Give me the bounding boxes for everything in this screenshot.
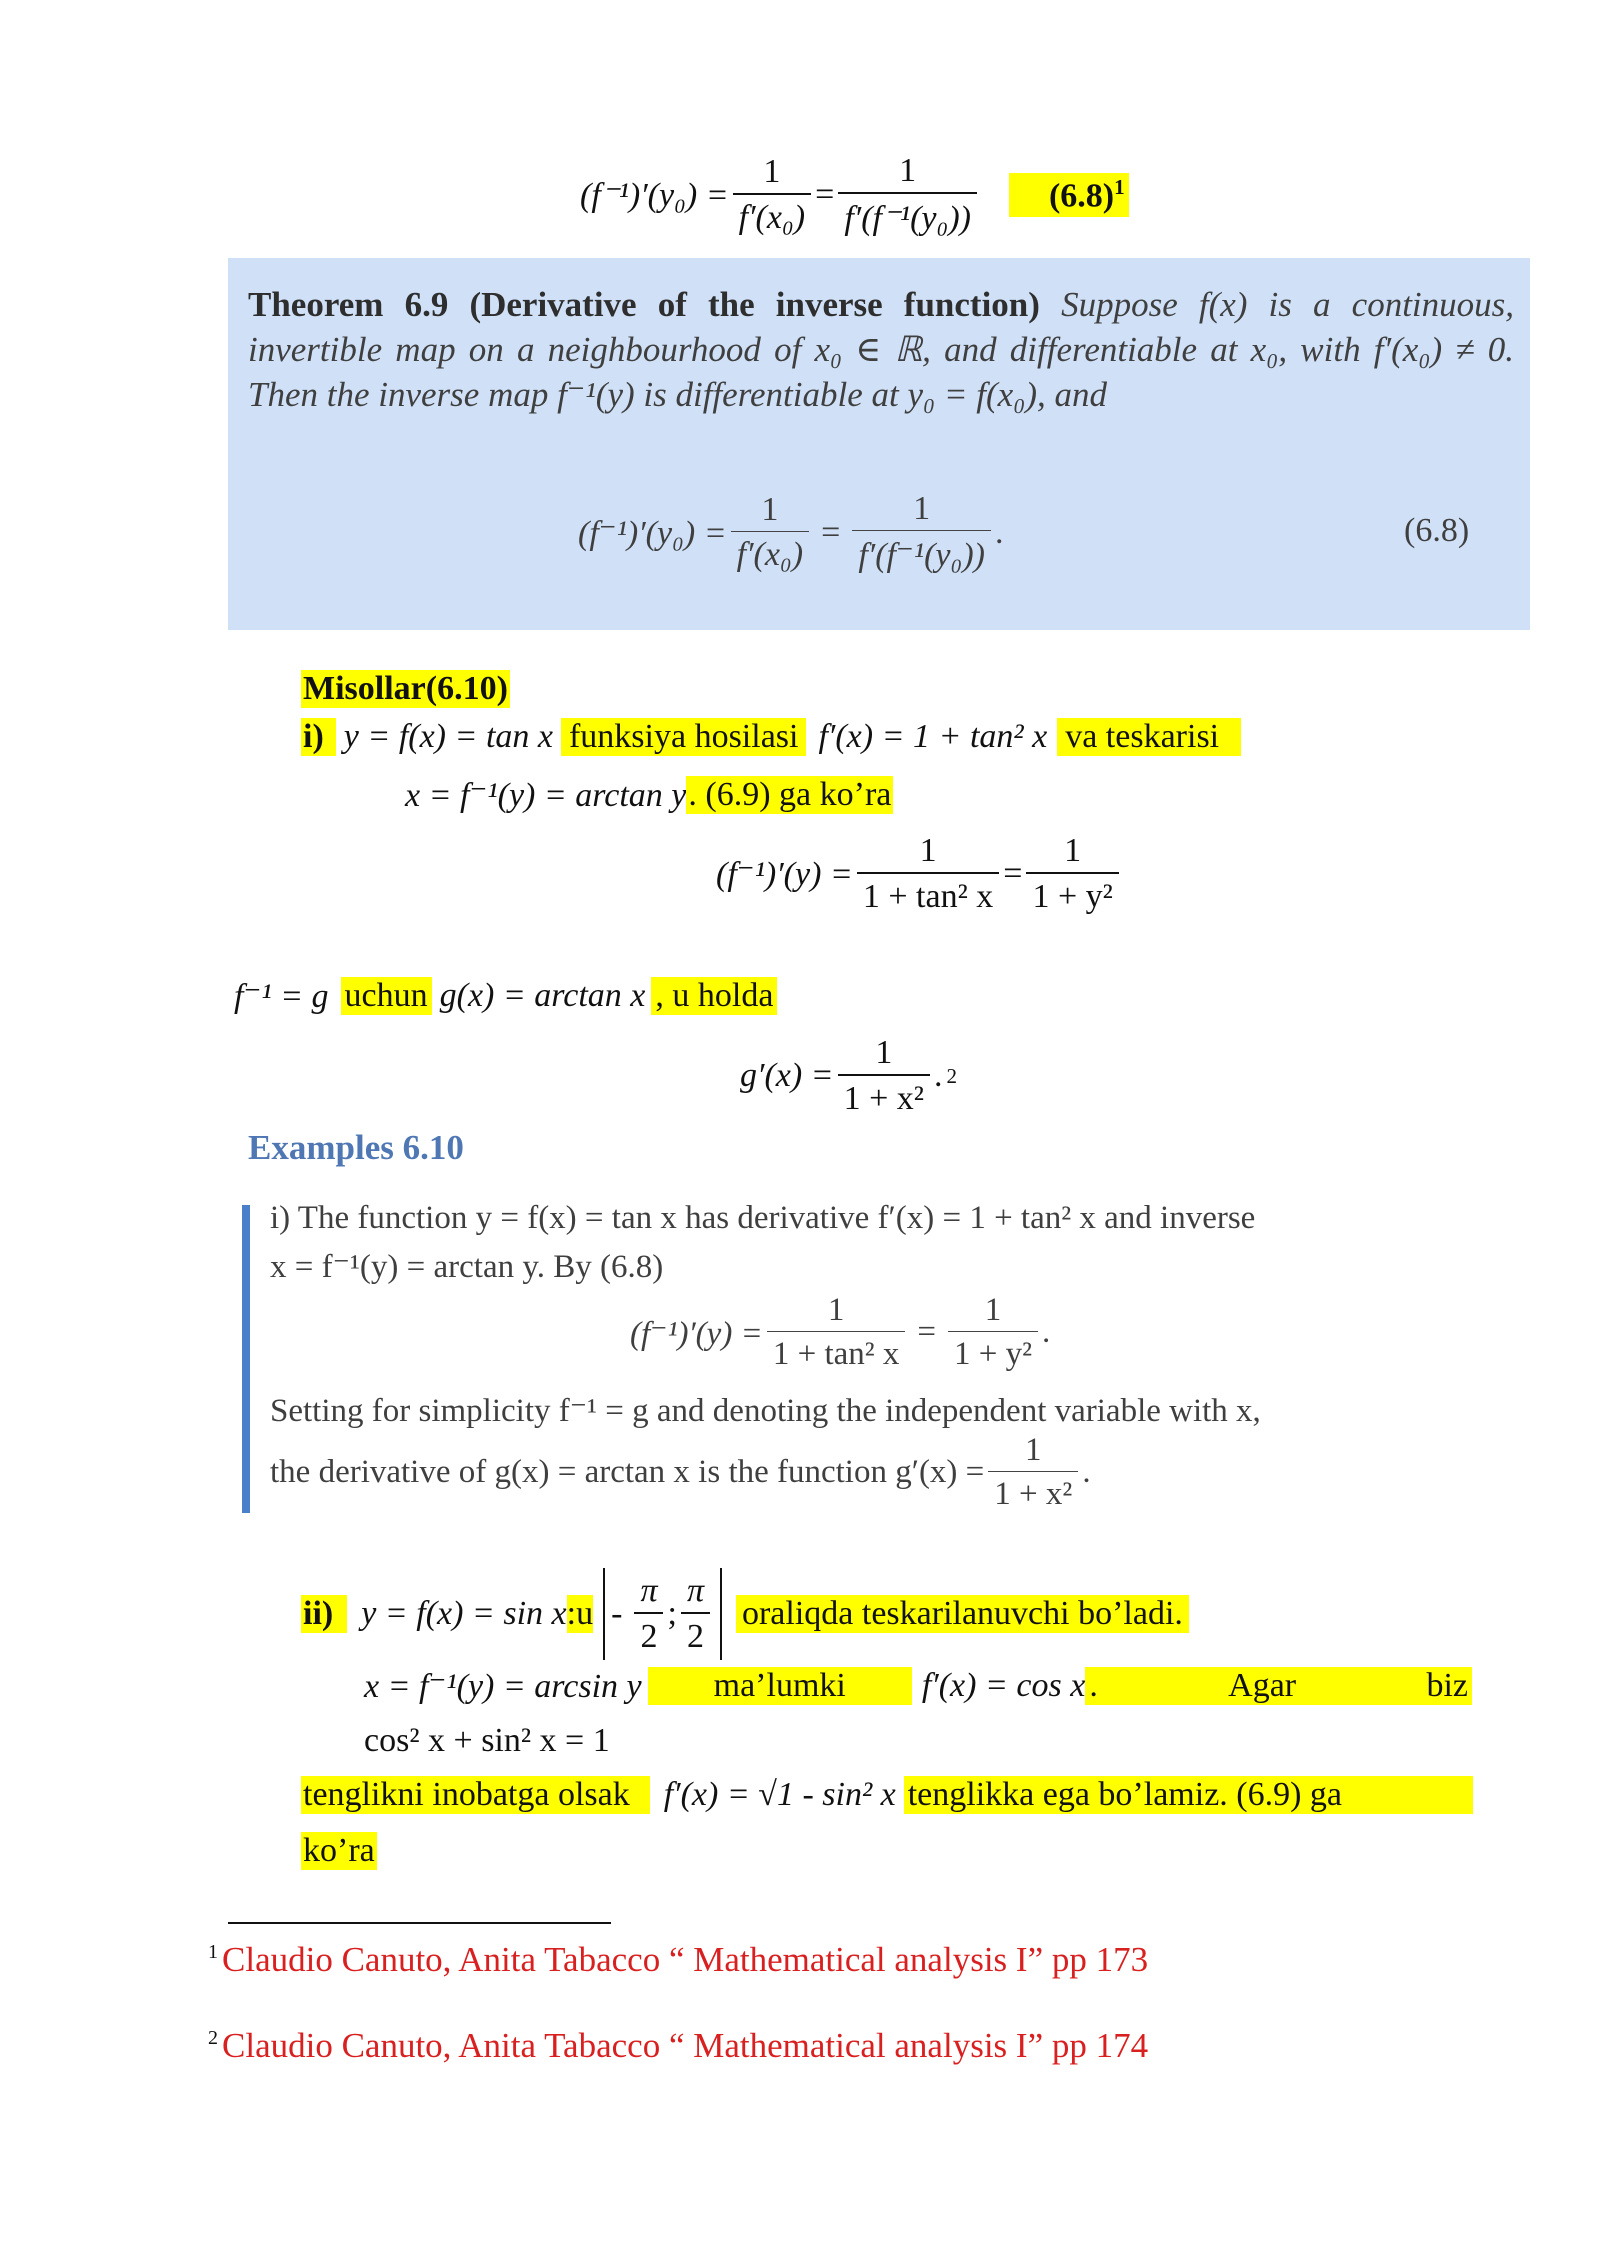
examples-title: Examples 6.10 [248, 1128, 464, 1167]
theorem-text [248, 282, 1514, 417]
theorem-fraction-1: $\frac{1}{\text{f′(x₀)}}$ [731, 491, 809, 574]
top-formula: (f⁻¹)′(y₀) = $\frac{1}{\text{f′(x₀)}}$ = $\frac{1}{\text{f′(f⁻¹(y₀))}}$ $(6.8)^1$ [580, 152, 1129, 238]
examples-line-1: i) The function y = f(x) = tan x has derivative f′(x) = 1 + tan² x and inverse [270, 1200, 1256, 1236]
examples-line-3: Setting for simplicity f⁻¹ = g and denoting the independent variable with x, [270, 1393, 1261, 1429]
misollar-i-line1: i) y = f(x) = tan x funksiya hosilasi f′(x) = 1 + tan² x va teskarisi [301, 718, 1241, 756]
footnote-2: $^2$ Claudio Canuto, Anita Tabacco “ Mathematical analysis I” pp 174 [208, 2026, 1149, 2065]
part-ii-line2: x = f⁻¹(y) = arcsin y ma’lumki f′(x) = cos x . Agar biz [364, 1666, 1472, 1706]
theorem-box: Theorem 6.9 (Derivative of the inverse function) Suppose f(x) is a continuous, invertible map on a neighbourhood of x₀ ∈ ℝ, and differentiable at x₀, with f′(x₀) ≠ 0. Then the inverse map f⁻¹(y) is differentiable at y₀ = f(x₀), and (f⁻¹)′(y₀) = $\frac{1}{\text{f′(x₀)}}$ = $\frac{1}{\text{f′(f⁻¹(y₀))}}$ . (6.8) [228, 258, 1530, 630]
theorem-equation-tag: (6.8) [1404, 512, 1470, 549]
theorem-heading: Theorem 6.9 (Derivative of the inverse function) [248, 285, 1040, 324]
misollar-i-line2: x = f⁻¹(y) = arctan y . (6.9) ga ko’ra [405, 776, 892, 814]
theorem-fraction-2: $\frac{1}{\text{f′(f⁻¹(y₀))}}$ [852, 490, 991, 575]
misollar-g-line: f⁻¹ = g uchun g(x) = arctan x , u holda [234, 976, 777, 1016]
examples-line-4: the derivative of g(x) = arctan x is the function g′(x) = $\frac{1}{\text{1 + x²}}$ . [270, 1432, 1091, 1512]
part-ii-line5: ko’ra [303, 1832, 375, 1869]
examples-formula: (f⁻¹)′(y) = $\frac{1}{\text{1 + tan² x}}$ = $\frac{1}{\text{1 + y²}}$ . [630, 1292, 1051, 1372]
examples-side-bar [242, 1205, 250, 1513]
part-ii-line4: tenglikni inobatga olsak f′(x) = √1 - sin² x tenglikka ega bo’lamiz. (6.9) ga [301, 1776, 1473, 1814]
footnote-1: $^1$ Claudio Canuto, Anita Tabacco “ Mathematical analysis I” pp 173 [208, 1940, 1149, 1979]
part-ii-line3: cos² x + sin² x = 1 [364, 1722, 610, 1759]
misollar-title: Misollar(6.10) [303, 670, 508, 707]
part-ii-line1: ii) y = f(x) = sin x :u - $\frac{\pi}{2}$ ; $\frac{\pi}{2}$ oraliqda teskarilanuvchi bo’ladi. [301, 1568, 1189, 1660]
top-formula-lhs: (f⁻¹)′(y₀) = [580, 177, 729, 214]
footnote-ref-1[interactable]: 1 [1114, 174, 1125, 199]
equation-tag: $(6.8)^1$ [1009, 173, 1129, 217]
footnote-separator [228, 1922, 611, 1924]
top-formula-fraction-2: $\frac{1}{\text{f′(f⁻¹(y₀))}}$ [838, 152, 977, 238]
footnote-ref-2[interactable]: 2 [946, 1063, 958, 1088]
theorem-body: Suppose f(x) is a continuous, invertible map on a neighbourhood of x₀ ∈ ℝ, and differentiable at x₀, with f′(x₀) ≠ 0. Then the inverse map f⁻¹(y) is differentiable at y₀ = f(x₀), and [248, 285, 1515, 414]
misollar-g-formula: g′(x) = $\frac{1}{\text{1 + x²}}$ . 2 [740, 1034, 958, 1117]
examples-line-2: x = f⁻¹(y) = arctan y. By (6.8) [270, 1249, 664, 1285]
interval-bracket: - $\frac{\pi}{2}$ ; $\frac{\pi}{2}$ [603, 1568, 722, 1660]
top-formula-fraction-1: $\frac{1}{\text{f′(x₀)}}$ [733, 153, 811, 237]
misollar-formula-1: (f⁻¹)′(y) = $\frac{1}{\text{1 + tan² x}}$ = $\frac{1}{\text{1 + y²}}$ [716, 832, 1123, 916]
